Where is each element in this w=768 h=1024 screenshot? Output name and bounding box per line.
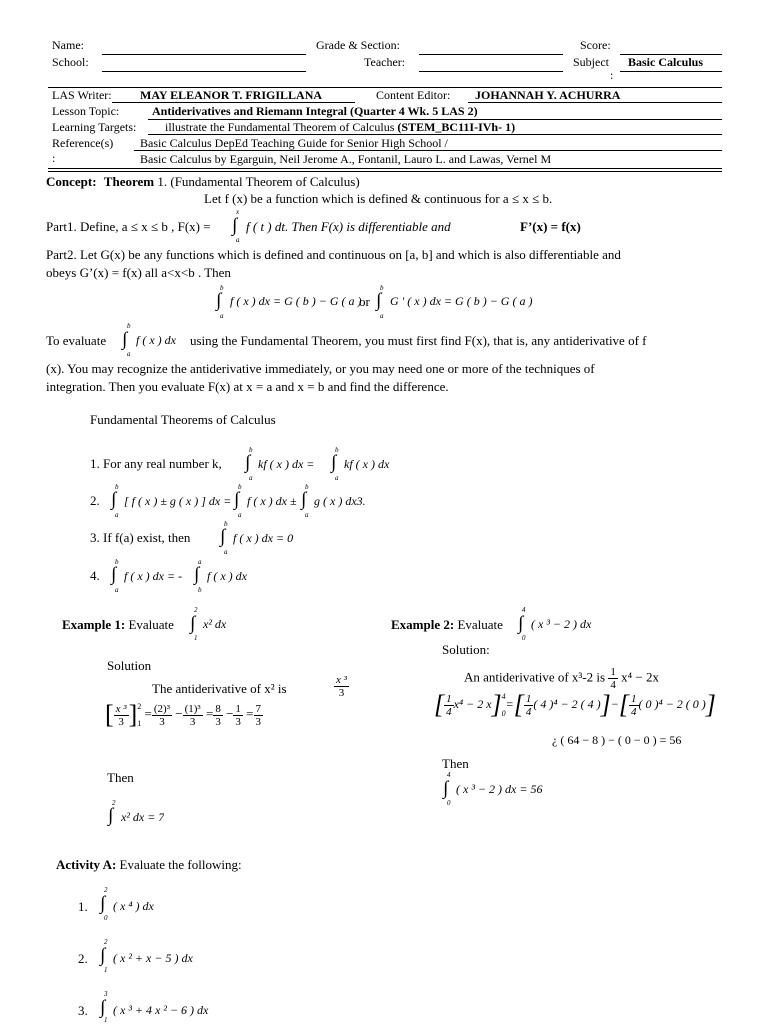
ex2-then: Then <box>442 756 469 771</box>
activity-lower: 1 <box>104 966 108 974</box>
integral-sign: ∫ <box>376 290 382 311</box>
header-bottom-rule-2 <box>48 171 722 172</box>
ex1-final: x² dx = 7 <box>121 810 165 824</box>
targets-label: Learning Targets: <box>52 120 137 134</box>
writer-line <box>112 102 355 103</box>
activity-item-expr: ( x ² + x − 5 ) dx <box>113 951 193 965</box>
theorem-title: Theorem <box>103 174 155 189</box>
ex2-solution: Solution: <box>442 642 490 657</box>
topic-label: Lesson Topic: <box>52 104 120 118</box>
integral-sign: ∫ <box>194 564 200 585</box>
rule2-c: f ( x ) dx ± <box>247 494 297 508</box>
score-label: Score: <box>580 38 611 52</box>
ex1-step: [ $\frac{\text{x ³}}{3}$ ]$^2$1 = $\frac{\text{(2)³}}{3}$ − $\frac{\text{(1)³}}{3}$ = $\frac{8}{3}$ − $\frac{1}{3}$ = $\frac{7}{3}$ <box>105 700 261 729</box>
activity-upper: 3 <box>104 990 108 998</box>
ex1-anti-num: x ³ <box>336 674 347 686</box>
activity-item-num: 3. <box>78 1003 88 1018</box>
rule1-c: kf ( x ) dx <box>344 457 390 471</box>
subject-line <box>620 71 722 72</box>
targets-value <box>165 120 515 135</box>
rule4-a: 4. <box>90 568 100 583</box>
part1-upper: x <box>236 208 240 216</box>
subject-colon: : <box>610 68 614 82</box>
integral-sign: ∫ <box>100 997 106 1018</box>
ex1-anti-den: 3 <box>338 687 345 699</box>
theorem-rest: 1. (Fundamental Theorem of Calculus) <box>157 174 360 189</box>
targets-text: illustrate the Fundamental Theorem of Calculus <box>165 120 395 134</box>
rule2-d: g ( x ) dx3. <box>314 494 366 508</box>
integral-sign: ∫ <box>122 329 128 350</box>
ftc-eq-or: or <box>359 294 370 309</box>
writer-value: MAY ELEANOR T. FRIGILLANA <box>140 88 323 102</box>
activity-item-expr: ( x ³ + 4 x ² − 6 ) dx <box>113 1003 209 1017</box>
activity-upper: 2 <box>104 938 108 946</box>
activity-item-num: 1. <box>78 899 88 914</box>
topic-value: Antiderivatives and Riemann Integral (Quarter 4 Wk. 5 LAS 2) <box>152 104 478 118</box>
activity-upper: 2 <box>104 886 108 894</box>
rule2-b: [ f ( x ) ± g ( x ) ] dx = <box>124 494 232 508</box>
integral-sign: ∫ <box>301 489 307 510</box>
name-label: Name: <box>52 38 84 52</box>
integral-sign: ∫ <box>100 893 106 914</box>
targets-line <box>148 134 722 135</box>
part1-c: F’(x) = f(x) <box>520 219 581 234</box>
integral-sign: ∫ <box>111 489 117 510</box>
rule1-b: kf ( x ) dx = <box>258 457 315 471</box>
integral-sign: ∫ <box>518 613 524 634</box>
ex1-anti-frac <box>334 674 349 699</box>
ex1-label: Example 1: <box>62 617 126 632</box>
editor-line <box>468 102 722 103</box>
integral-sign: ∫ <box>232 215 238 236</box>
ex2-step1: [ $\frac{1}{4}$ x⁴ − 2 x]$^4$0=[ $\frac{1}{4}$ ( 4 )⁴ − 2 ( 4 )]−[ $\frac{1}{4}$ ( 0 )⁴ − 2 ( 0 )] <box>434 690 716 719</box>
school-label: School: <box>52 55 89 69</box>
refs-colon: : <box>52 151 56 165</box>
refs-line2: Basic Calculus by Egarguin, Neil Jerome A., Fontanil, Lauro L. and Lawas, Vernel M <box>140 152 552 166</box>
integral-sign: ∫ <box>220 526 226 547</box>
eval-b: f ( x ) dx <box>136 333 176 347</box>
activity-item-expr: ( x ⁴ ) dx <box>113 899 154 913</box>
rule3-a: 3. If f(a) exist, then <box>90 530 191 545</box>
part2-line2: obeys G’(x) = f(x) all a<x<b . Then <box>46 265 231 280</box>
activity-rest: Evaluate the following: <box>119 857 242 872</box>
part2-line1: Part2. Let G(x) be any functions which is defined and continuous on [a, b] and which is also differentiable and <box>46 247 621 262</box>
part1-lower: a <box>236 236 240 244</box>
editor-label: Content Editor: <box>376 88 451 102</box>
integral-sign: ∫ <box>443 778 449 799</box>
teacher-field-line[interactable] <box>419 71 563 72</box>
ex2-evaluate: Evaluate <box>457 617 503 632</box>
activity-item-num: 2. <box>78 951 88 966</box>
eval-line3: integration. Then you evaluate F(x) at x = a and x = b and find the difference. <box>46 379 449 394</box>
ex1-solution: Solution <box>107 658 152 673</box>
school-field-line[interactable] <box>102 71 306 72</box>
ftc-eq-right: G ′ ( x ) dx = G ( b ) − G ( a ) <box>390 294 533 308</box>
ex2-label: Example 2: <box>391 617 455 632</box>
ftc-eq-left: f ( x ) dx = G ( b ) − G ( a ) <box>230 294 362 308</box>
concept-label: Concept: <box>46 174 97 189</box>
activity-title: Activity A: <box>56 857 117 872</box>
ex2-step2: ¿ ( 64 − 8 ) − ( 0 − 0 ) = 56 <box>552 733 682 747</box>
ex1-then: Then <box>107 770 134 785</box>
integral-sign: ∫ <box>216 290 222 311</box>
header-bottom-rule <box>48 168 722 169</box>
eval-c: using the Fundamental Theorem, you must first find F(x), that is, any antiderivative of f <box>190 333 647 348</box>
rule2-a: 2. <box>90 493 100 508</box>
integral-sign: ∫ <box>111 564 117 585</box>
subject-value: Basic Calculus <box>628 55 704 69</box>
integral-sign: ∫ <box>331 452 337 473</box>
part1-a: Part1. Define, a ≤ x ≤ b , F(x) = <box>46 219 211 234</box>
ex2-integrand: ( x ³ − 2 ) dx <box>531 617 592 631</box>
grade-field-line[interactable] <box>419 54 563 55</box>
integral-sign: ∫ <box>234 489 240 510</box>
rule4-b: f ( x ) dx = - <box>124 569 183 583</box>
name-field-line[interactable] <box>102 54 306 55</box>
refs-label: Reference(s) <box>52 136 114 150</box>
ex1-integrand: x² dx <box>203 617 227 631</box>
teacher-label: Teacher: <box>364 55 406 69</box>
part1-b: f ( t ) dt. Then F(x) is differentiable and <box>246 219 451 234</box>
activity-lower: 0 <box>104 914 108 922</box>
ex1-evaluate: Evaluate <box>128 617 174 632</box>
grade-label: Grade & Section: <box>316 38 400 52</box>
writer-label: LAS Writer: <box>52 88 112 102</box>
eval-a: To evaluate <box>46 333 107 348</box>
integral-sign: ∫ <box>190 613 196 634</box>
targets-code: (STEM_BC11I-IVh- 1) <box>397 120 516 134</box>
fundamentals-title: Fundamental Theorems of Calculus <box>90 412 276 427</box>
subject-label: Subject <box>573 55 609 69</box>
rule4-c: f ( x ) dx <box>207 569 247 583</box>
ex2-anti-val: x⁴ − 2x <box>621 669 659 685</box>
rule1-a: 1. For any real number k, <box>90 456 222 471</box>
ex2-anti-text: An antiderivative of x³-2 is <box>464 669 606 685</box>
ex2-final: ( x ³ − 2 ) dx = 56 <box>456 782 543 796</box>
eval-line2: (x). You may recognize the antiderivative immediately, or you may need one or more of the techniques of <box>46 361 595 376</box>
refs-line1: Basic Calculus DepEd Teaching Guide for Senior High School / <box>140 136 448 150</box>
integral-sign: ∫ <box>100 945 106 966</box>
editor-value: JOHANNAH Y. ACHURRA <box>475 88 621 102</box>
let-f-statement: Let f (x) be a function which is defined & continuous for a ≤ x ≤ b. <box>204 191 553 206</box>
ex2-anti: An antiderivative of x³-2 is $\frac{1}{4}$ x⁴ − 2x <box>464 666 659 691</box>
refs-rule1 <box>134 150 722 151</box>
activity-lower: 1 <box>104 1016 108 1024</box>
integral-sign: ∫ <box>108 805 114 826</box>
rule3-b: f ( x ) dx = 0 <box>233 531 294 545</box>
integral-sign: ∫ <box>245 452 251 473</box>
ex1-anti-text: The antiderivative of x² is <box>152 681 287 696</box>
